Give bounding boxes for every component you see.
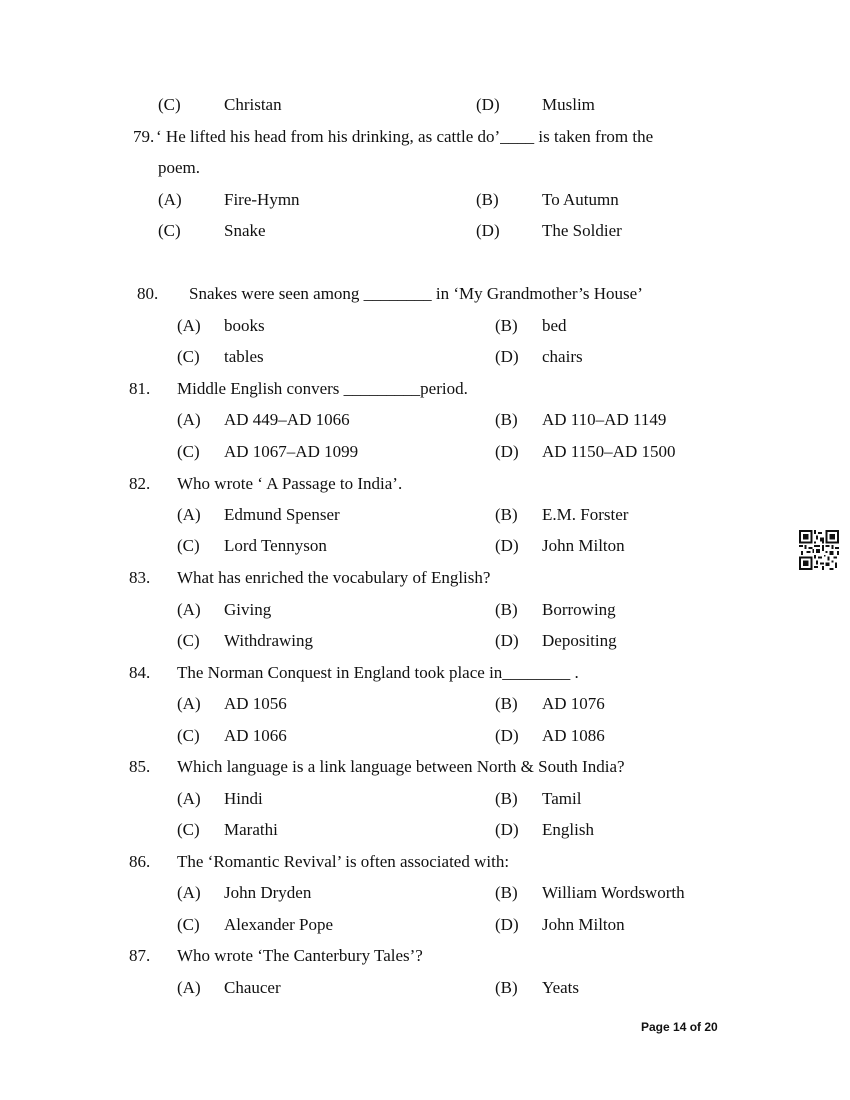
question-stem: Middle English convers _________period. <box>177 379 468 398</box>
option-letter: (C) <box>177 915 200 934</box>
option-text: books <box>224 316 265 335</box>
option-text: John Dryden <box>224 883 312 902</box>
option-letter: (C) <box>177 631 200 650</box>
option-letter: (D) <box>495 915 519 934</box>
option-text: AD 1067–AD 1099 <box>224 442 359 461</box>
option-text: Depositing <box>542 631 617 650</box>
option-text: chairs <box>542 347 583 366</box>
option-letter: (A) <box>177 316 201 335</box>
question-stem: What has enriched the vocabulary of English? <box>177 568 491 587</box>
option-text: AD 1076 <box>542 694 605 713</box>
option-text: To Autumn <box>542 190 619 209</box>
option-text: Marathi <box>224 820 278 839</box>
option-text: Lord Tennyson <box>224 536 327 555</box>
option-letter: (A) <box>177 410 201 429</box>
question-stem: The Norman Conquest in England took place in________ . <box>177 663 579 682</box>
option-text: Hindi <box>224 789 263 808</box>
question-number: 83. <box>129 568 151 587</box>
option-letter: (C) <box>177 820 200 839</box>
option-text: Yeats <box>542 978 580 997</box>
option-letter: (D) <box>495 631 519 650</box>
question-number: 80. <box>137 284 159 303</box>
option-text: Edmund Spenser <box>224 505 340 524</box>
option-letter: (C) <box>158 221 181 240</box>
option-letter: (D) <box>495 442 519 461</box>
question-stem: The ‘Romantic Revival’ is often associated with: <box>177 852 510 871</box>
option-letter: (D) <box>476 95 500 114</box>
option-text: Tamil <box>542 789 582 808</box>
option-letter: (B) <box>495 600 518 619</box>
option-text: bed <box>542 316 567 335</box>
option-letter: (D) <box>495 536 519 555</box>
option-text: AD 1086 <box>542 726 605 745</box>
option-letter: (B) <box>495 694 518 713</box>
option-text: AD 1150–AD 1500 <box>542 442 676 461</box>
option-text: Giving <box>224 600 272 619</box>
option-text: William Wordsworth <box>542 883 685 902</box>
page-number: Page 14 of 20 <box>641 1020 718 1034</box>
question-number: 82. <box>129 474 151 493</box>
option-letter: (D) <box>495 347 519 366</box>
option-letter: (B) <box>495 883 518 902</box>
option-text: English <box>542 820 594 839</box>
question-stem-continued: poem. <box>158 158 201 177</box>
question-number: 79. <box>133 127 155 146</box>
option-text: John Milton <box>542 915 625 934</box>
option-letter: (D) <box>476 221 500 240</box>
qr-code-icon <box>799 530 839 570</box>
option-text: The Soldier <box>542 221 622 240</box>
option-letter: (D) <box>495 820 519 839</box>
question-number: 86. <box>129 852 151 871</box>
option-letter: (A) <box>177 600 201 619</box>
question-number: 85. <box>129 757 151 776</box>
question-stem: Who wrote ‘ A Passage to India’. <box>177 474 403 493</box>
option-letter: (B) <box>495 789 518 808</box>
question-number: 87. <box>129 946 151 965</box>
question-stem: Snakes were seen among ________ in ‘My Grandmother’s House’ <box>189 284 643 303</box>
option-letter: (C) <box>177 347 200 366</box>
option-letter: (C) <box>158 95 181 114</box>
option-letter: (B) <box>495 316 518 335</box>
option-letter: (A) <box>158 190 182 209</box>
option-letter: (A) <box>177 978 201 997</box>
option-text: Alexander Pope <box>224 915 334 934</box>
option-letter: (B) <box>495 505 518 524</box>
option-letter: (C) <box>177 442 200 461</box>
option-letter: (C) <box>177 726 200 745</box>
option-letter: (A) <box>177 789 201 808</box>
option-text: John Milton <box>542 536 625 555</box>
option-letter: (C) <box>177 536 200 555</box>
option-text: Fire-Hymn <box>224 190 300 209</box>
option-text: AD 1056 <box>224 694 287 713</box>
option-letter: (A) <box>177 505 201 524</box>
question-stem: ‘ He lifted his head from his drinking, as cattle do’____ is taken from the <box>156 127 654 146</box>
option-letter: (B) <box>495 410 518 429</box>
question-number: 84. <box>129 663 151 682</box>
option-text: AD 1066 <box>224 726 287 745</box>
option-text: Muslim <box>542 95 595 114</box>
option-text: AD 449–AD 1066 <box>224 410 350 429</box>
option-text: Withdrawing <box>224 631 314 650</box>
option-text: Christan <box>224 95 282 114</box>
question-stem: Who wrote ‘The Canterbury Tales’? <box>177 946 423 965</box>
option-letter: (A) <box>177 883 201 902</box>
option-letter: (B) <box>476 190 499 209</box>
option-letter: (A) <box>177 694 201 713</box>
question-number: 81. <box>129 379 151 398</box>
option-text: E.M. Forster <box>542 505 629 524</box>
option-text: Chaucer <box>224 978 281 997</box>
option-letter: (B) <box>495 978 518 997</box>
option-text: Snake <box>224 221 266 240</box>
option-text: Borrowing <box>542 600 616 619</box>
question-stem: Which language is a link language between North & South India? <box>177 757 625 776</box>
option-letter: (D) <box>495 726 519 745</box>
option-text: AD 110–AD 1149 <box>542 410 667 429</box>
option-text: tables <box>224 347 264 366</box>
